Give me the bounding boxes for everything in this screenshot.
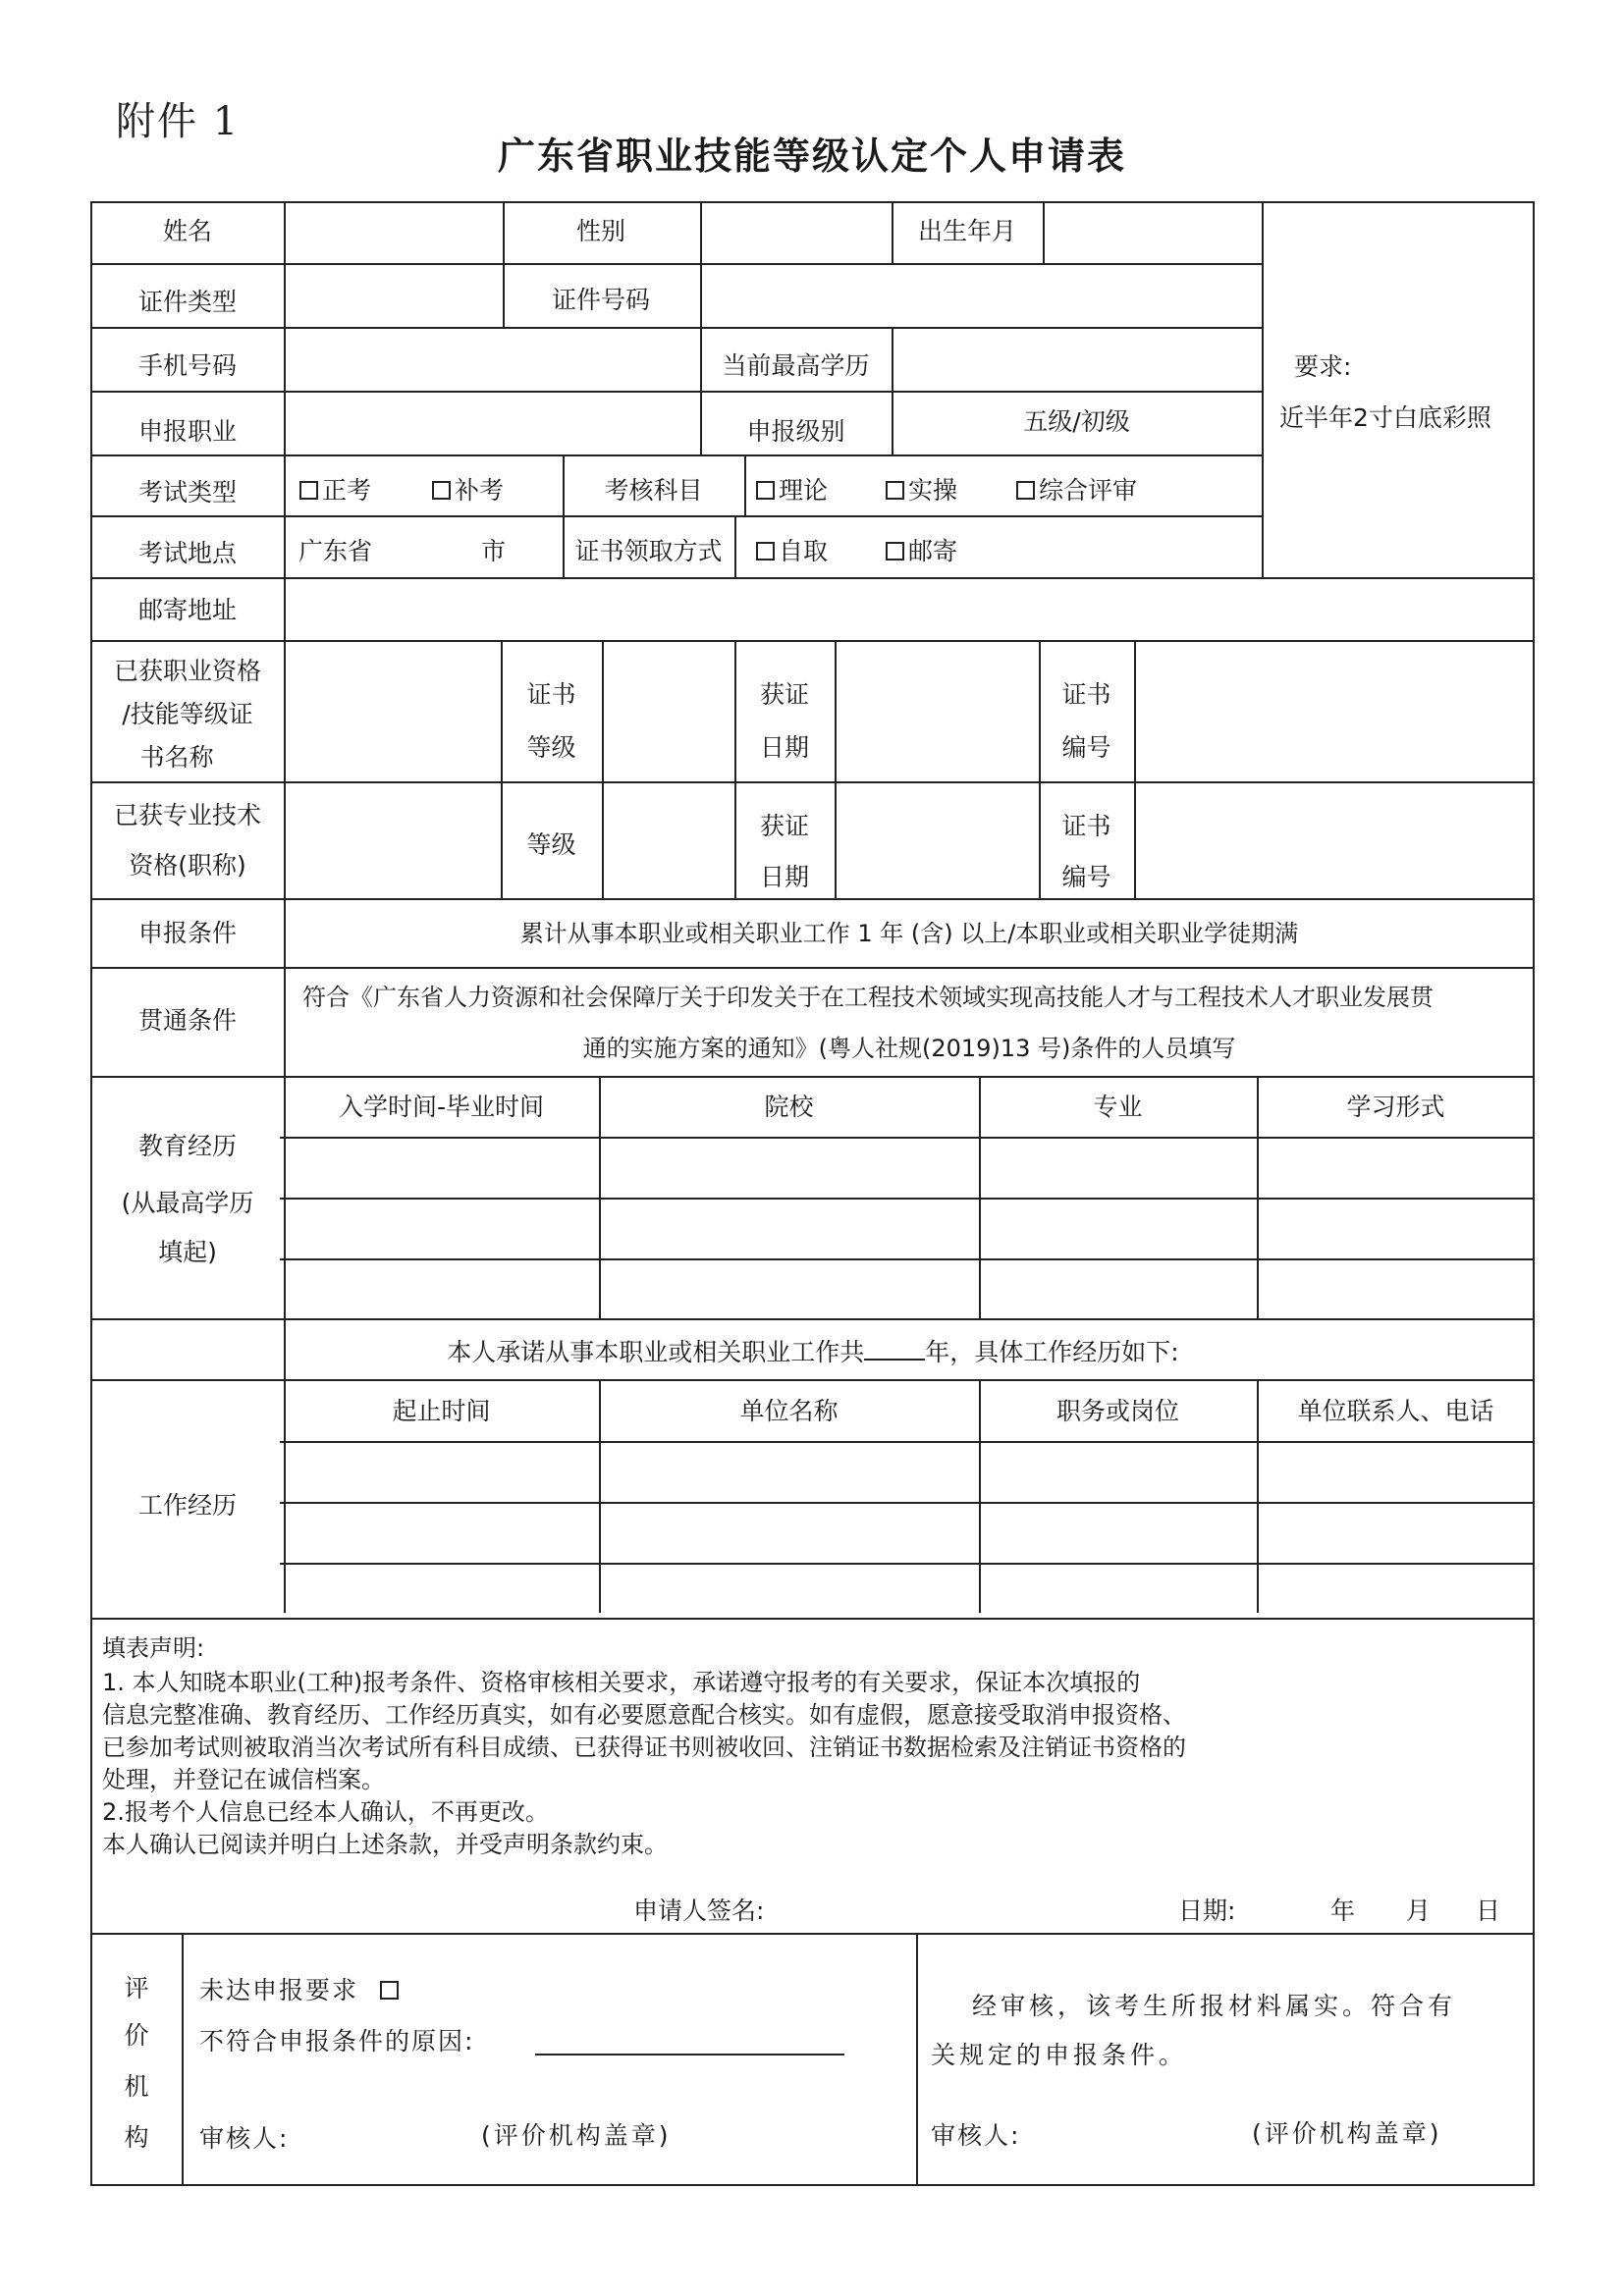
checkbox-icon — [886, 481, 904, 500]
education-history-label-3: 填起) — [158, 1238, 217, 1266]
cert-name-label-2: /技能等级证 — [122, 700, 253, 728]
id-type-field[interactable] — [295, 280, 491, 319]
work-years-field[interactable] — [864, 1335, 925, 1361]
checkbox-icon — [756, 542, 775, 561]
occupation-label: 申报职业 — [137, 417, 237, 446]
exam-type-label: 考试类型 — [137, 478, 237, 507]
pro-no-label-1: 证书 — [1061, 812, 1111, 840]
pro-date-label-2: 日期 — [759, 863, 809, 891]
through-condition-text-1: 符合《广东省人力资源和社会保障厅关于印发关于在工程技术领域实现高技能人才与工程技术人才职业发展贯 — [302, 984, 1434, 1011]
edu-header-school: 院校 — [764, 1093, 814, 1121]
location-city: 市 — [481, 537, 507, 565]
cert-date-label-1: 获证 — [759, 680, 809, 709]
declaration-line-2: 信息完整准确、教育经历、工作经历真实，如有必要愿意配合核实。如有虚假，愿意接受取消申报资格、 — [102, 1701, 1186, 1729]
checkbox-icon — [1016, 481, 1035, 500]
apply-condition-text: 累计从事本职业或相关职业工作 1 年 (含) 以上/本职业或相关职业学徒期满 — [519, 920, 1299, 947]
id-number-field[interactable] — [707, 280, 1252, 319]
gender-label: 性别 — [575, 217, 625, 245]
subject-comprehensive-option[interactable]: 综合评审 — [1016, 475, 1137, 507]
review-org-label-4: 构 — [124, 2123, 149, 2152]
reviewer-label-left: 审核人: — [199, 2124, 290, 2153]
not-met-option[interactable]: 未达申报要求 — [199, 1975, 403, 2006]
subject-label: 考核科目 — [604, 476, 703, 505]
applicant-signature-label: 申请人签名: — [633, 1896, 765, 1925]
location-label: 考试地点 — [137, 539, 237, 567]
birth-label: 出生年月 — [917, 217, 1016, 245]
education-field[interactable] — [899, 344, 1253, 383]
cert-method-self-option[interactable]: 自取 — [756, 536, 828, 567]
checkbox-icon — [380, 1981, 399, 2000]
work-promise-text: 本人承诺从事本职业或相关职业工作共 年，具体工作经历如下: — [91, 1335, 1535, 1368]
pro-date-label-1: 获证 — [759, 812, 809, 840]
apply-condition-label: 申报条件 — [137, 919, 237, 947]
work-history-label: 工作经历 — [137, 1491, 237, 1520]
pro-grade-label: 等级 — [526, 830, 576, 859]
review-org-label-3: 机 — [124, 2072, 149, 2101]
mail-address-label: 邮寄地址 — [137, 596, 237, 624]
approved-text-2: 关规定的申报条件。 — [931, 2041, 1188, 2069]
name-label: 姓名 — [162, 217, 212, 245]
cert-name-label-1: 已获职业资格 — [113, 657, 261, 685]
annex-label: 附件 1 — [116, 99, 241, 144]
work-header-position: 职务或岗位 — [1056, 1397, 1179, 1425]
cert-method-label: 证书领取方式 — [574, 537, 723, 565]
checkbox-icon — [432, 481, 451, 500]
pro-title-label-2: 资格(职称) — [129, 851, 246, 880]
name-field[interactable] — [295, 216, 491, 255]
declaration-title: 填表声明: — [102, 1634, 205, 1662]
work-header-period: 起止时间 — [392, 1397, 491, 1425]
pro-title-label-1: 已获专业技术 — [113, 801, 261, 829]
declaration-line-6: 本人确认已阅读并明白上述条款，并受声明条款约束。 — [102, 1831, 668, 1858]
mail-address-field[interactable] — [295, 589, 1522, 632]
date-day: 日 — [1476, 1896, 1501, 1925]
cert-name-label-3: 书名称 — [139, 743, 214, 772]
phone-field[interactable] — [295, 344, 687, 383]
seal-label-right: (评价机构盖章) — [1252, 2119, 1442, 2148]
id-type-label: 证件类型 — [137, 288, 237, 316]
edu-header-major: 专业 — [1093, 1093, 1143, 1121]
reviewer-label-right: 审核人: — [931, 2121, 1021, 2150]
subject-practice-option[interactable]: 实操 — [886, 475, 957, 507]
cert-no-label-2: 编号 — [1061, 733, 1111, 762]
declaration-line-5: 2.报考个人信息已经本人确认，不再更改。 — [102, 1798, 549, 1826]
date-label: 日期: — [1178, 1896, 1236, 1925]
level-value: 五级/初级 — [1023, 407, 1130, 436]
approved-text-1: 经审核，该考生所报材料属实。符合有 — [972, 1992, 1457, 2020]
occupation-field[interactable] — [295, 407, 687, 447]
exam-type-makeup-option[interactable]: 补考 — [432, 475, 504, 507]
photo-requirement-title: 要求: — [1294, 352, 1352, 381]
photo-requirement-text: 近半年2寸白底彩照 — [1279, 403, 1491, 432]
id-number-label: 证件号码 — [551, 286, 650, 314]
birth-field[interactable] — [1051, 216, 1252, 255]
cert-level-label-2: 等级 — [526, 733, 576, 762]
phone-label: 手机号码 — [137, 351, 237, 380]
checkbox-icon — [299, 481, 318, 500]
form-title: 广东省职业技能等级认定个人申请表 — [497, 133, 1126, 178]
reject-reason-label: 不符合申报条件的原因: — [199, 2027, 475, 2056]
work-header-employer: 单位名称 — [739, 1397, 839, 1425]
edu-header-period: 入学时间-毕业时间 — [338, 1093, 545, 1121]
level-label: 申报级别 — [746, 417, 845, 446]
edu-header-study-mode: 学习形式 — [1346, 1093, 1445, 1121]
education-history-label-2: (从最高学历 — [121, 1189, 254, 1217]
declaration-line-3: 已参加考试则被取消当次考试所有科目成绩、已获得证书则被收回、注销证书数据检索及注销证书资格的 — [102, 1734, 1186, 1761]
cert-no-label-1: 证书 — [1061, 680, 1111, 709]
work-header-contact: 单位联系人、电话 — [1297, 1397, 1494, 1425]
pro-no-label-2: 编号 — [1061, 863, 1111, 891]
cert-method-mail-option[interactable]: 邮寄 — [886, 536, 957, 567]
declaration-line-1: 1. 本人知晓本职业(工种)报考条件、资格审核相关要求，承诺遵守报考的有关要求，保证本次填报的 — [102, 1669, 1141, 1696]
subject-theory-option[interactable]: 理论 — [756, 475, 828, 507]
through-condition-label: 贯通条件 — [137, 1006, 237, 1035]
review-org-label-2: 价 — [124, 2021, 149, 2050]
declaration-line-4: 处理，并登记在诚信档案。 — [102, 1766, 385, 1793]
reject-reason-field[interactable] — [535, 2028, 844, 2056]
cert-date-label-2: 日期 — [759, 733, 809, 762]
review-table — [90, 1617, 1535, 2186]
review-org-label-1: 评 — [124, 1974, 149, 2002]
cert-level-label-1: 证书 — [526, 680, 576, 709]
location-province: 广东省 — [298, 537, 373, 565]
education-label: 当前最高学历 — [722, 351, 870, 380]
exam-type-regular-option[interactable]: 正考 — [299, 475, 371, 507]
date-month: 月 — [1406, 1896, 1432, 1925]
checkbox-icon — [756, 481, 775, 500]
checkbox-icon — [886, 542, 904, 561]
through-condition-text-2: 通的实施方案的通知》(粤人社规(2019)13 号)条件的人员填写 — [582, 1035, 1236, 1062]
education-history-label-1: 教育经历 — [137, 1132, 237, 1160]
date-year: 年 — [1330, 1896, 1356, 1925]
seal-label-left: (评价机构盖章) — [481, 2121, 672, 2150]
gender-field[interactable] — [707, 216, 884, 255]
